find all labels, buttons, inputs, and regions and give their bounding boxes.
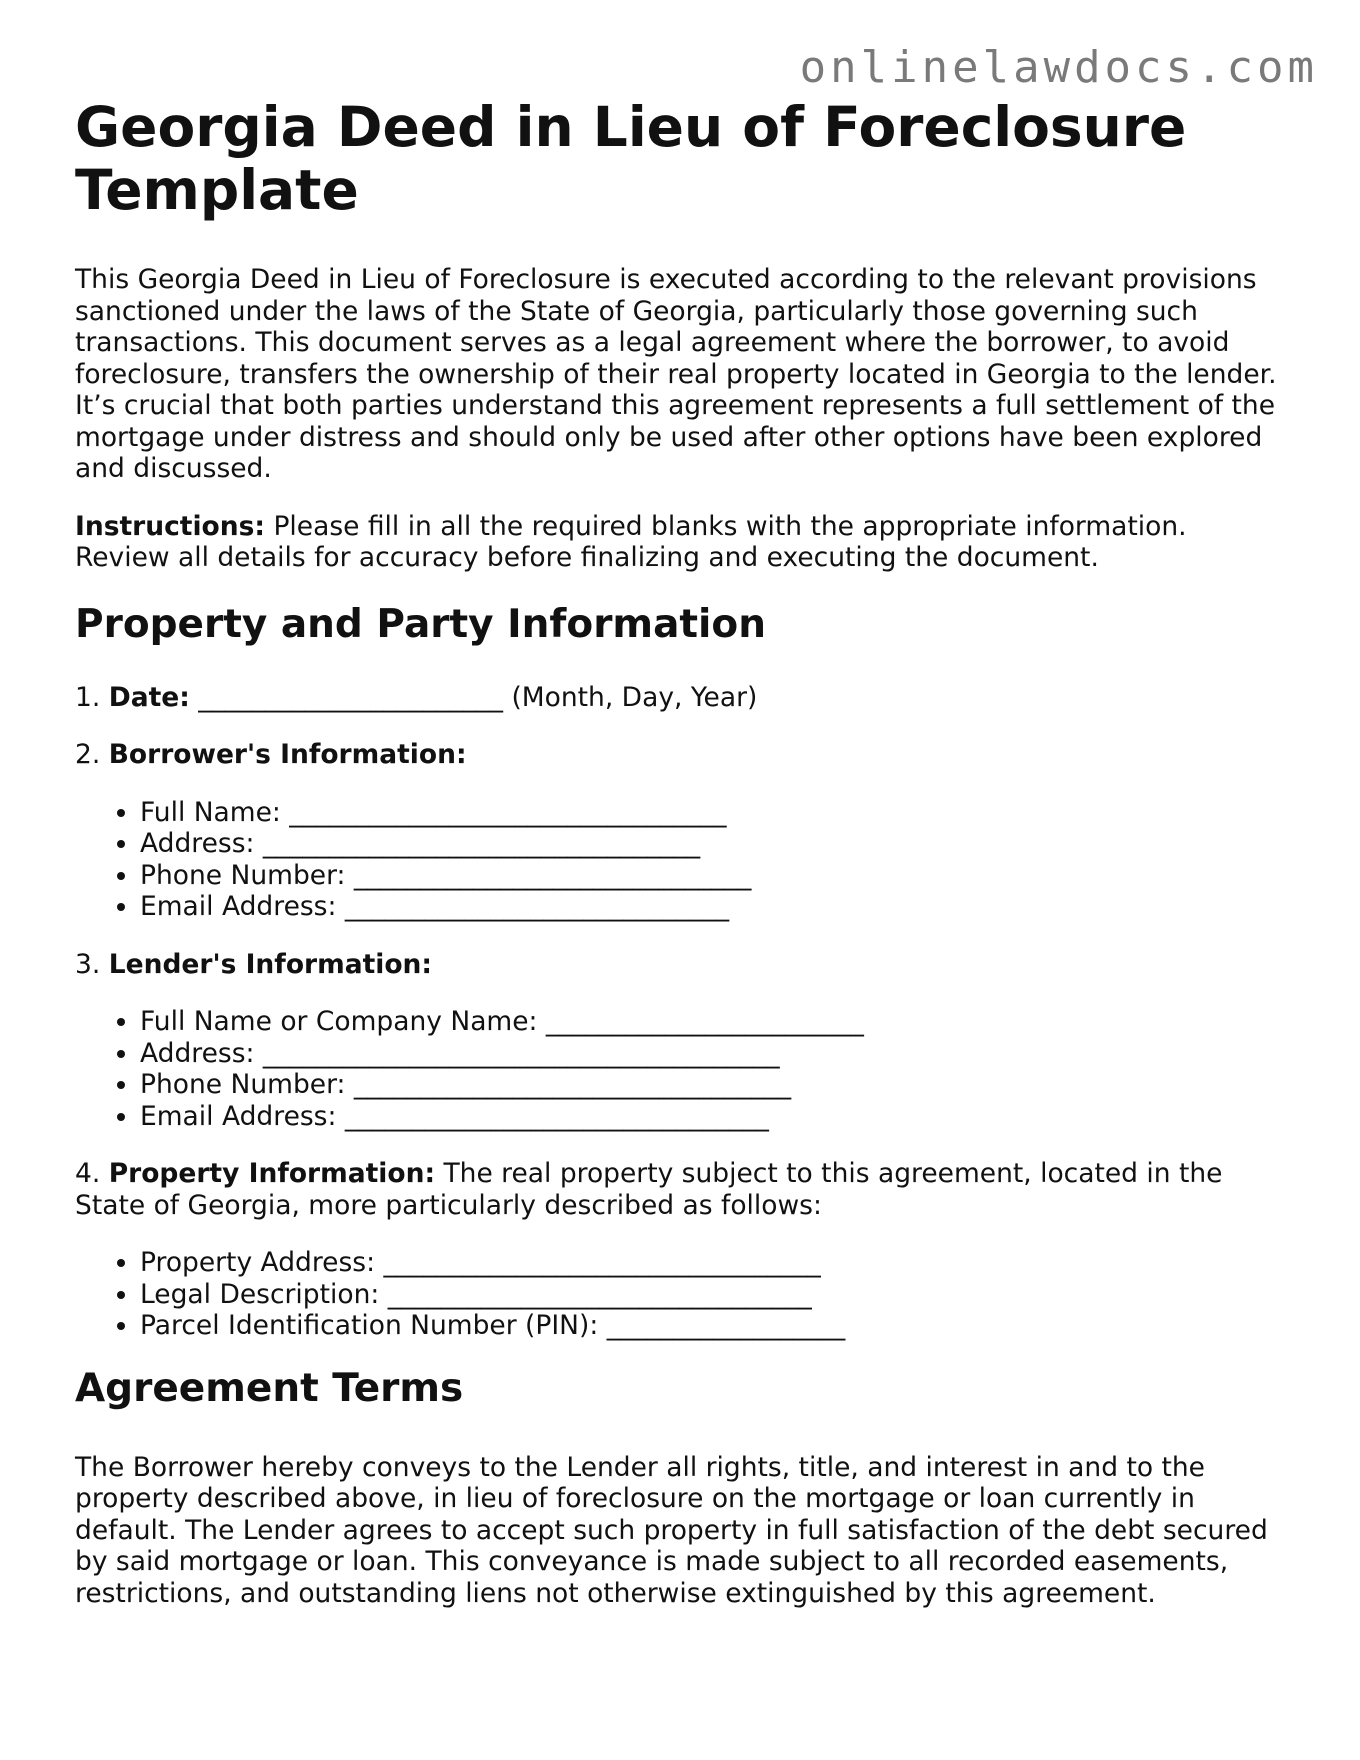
section-heading-terms: Agreement Terms xyxy=(75,1365,464,1411)
property-fields xyxy=(75,1247,1285,1342)
borrower-email-field: • Email Address: _____________________________ xyxy=(140,891,1285,923)
document-title: Georgia Deed in Lieu of Foreclosure Template xyxy=(75,95,1187,222)
parcel-id-field: • Parcel Identification Number (PIN): __________________ xyxy=(140,1310,1285,1342)
borrower-item xyxy=(75,739,1285,771)
watermark: onlinelawdocs.com xyxy=(799,42,1318,93)
document-page xyxy=(75,96,1285,1609)
date-field: _______________________ (Month, Day, Year) xyxy=(189,681,758,713)
property-label: Property Information: xyxy=(108,1158,436,1189)
lender-email-field: • Email Address: ________________________________ xyxy=(140,1101,1285,1133)
property-description: The real property subject to this agreement, located in the State of Georgia, more particularly described as follows: xyxy=(75,1158,1223,1221)
borrower-full-name-field: • Full Name: _________________________________ xyxy=(140,797,1285,829)
instructions-paragraph xyxy=(75,511,1285,574)
borrower-item-number: 2. xyxy=(75,739,109,770)
lender-phone-field: • Phone Number: _________________________________ xyxy=(140,1069,1285,1101)
legal-description-field: • Legal Description: ________________________________ xyxy=(140,1279,1285,1311)
instructions-text: Please fill in all the required blanks with the appropriate information. Review all details for accuracy before finalizing and executing the document. xyxy=(75,510,1187,573)
terms-paragraph: The Borrower hereby conveys to the Lender all rights, title, and interest in and to the property described above, in lieu of foreclosure on the mortgage or loan currently in default. The Lender agrees to accept such property in full satisfaction of the debt secured by said mortgage or loan. This conveyance is made subject to all recorded easements, restrictions, and outstanding liens not otherwise extinguished by this agreement. xyxy=(75,1451,1268,1609)
borrower-fields xyxy=(75,797,1285,923)
section-heading-property: Property and Party Information xyxy=(75,601,766,647)
borrower-label: Borrower's Information: xyxy=(108,739,467,770)
lender-name-field: • Full Name or Company Name: ________________________ xyxy=(140,1006,1285,1038)
lender-item-number: 3. xyxy=(75,948,109,980)
date-item-number: 1. xyxy=(75,681,109,713)
lender-item xyxy=(75,949,1285,981)
borrower-address-field: • Address: _________________________________ xyxy=(140,828,1285,860)
property-item xyxy=(75,1158,1285,1221)
date-item xyxy=(75,682,1285,714)
date-label: Date: xyxy=(108,681,190,713)
intro-paragraph: This Georgia Deed in Lieu of Foreclosure is executed according to the relevant provisions sanctioned under the laws of the State of Georgia, particularly those governing such transactions. This document serves as a legal agreement where the borrower, to avoid foreclosure, transfers the ownership of their real property located in Georgia to the lender. It’s crucial that both parties understand this agreement represents a full settlement of the mortgage under distress and should only be used after other options have been explored and discussed. xyxy=(75,264,1277,484)
property-address-field: • Property Address: _________________________________ xyxy=(140,1247,1285,1279)
instructions-label: Instructions: xyxy=(75,510,266,542)
borrower-phone-field: • Phone Number: ______________________________ xyxy=(140,860,1285,892)
lender-address-field: • Address: _______________________________________ xyxy=(140,1038,1285,1070)
lender-fields xyxy=(75,1006,1285,1132)
lender-label: Lender's Information: xyxy=(108,948,433,980)
property-item-number: 4. xyxy=(75,1158,109,1189)
